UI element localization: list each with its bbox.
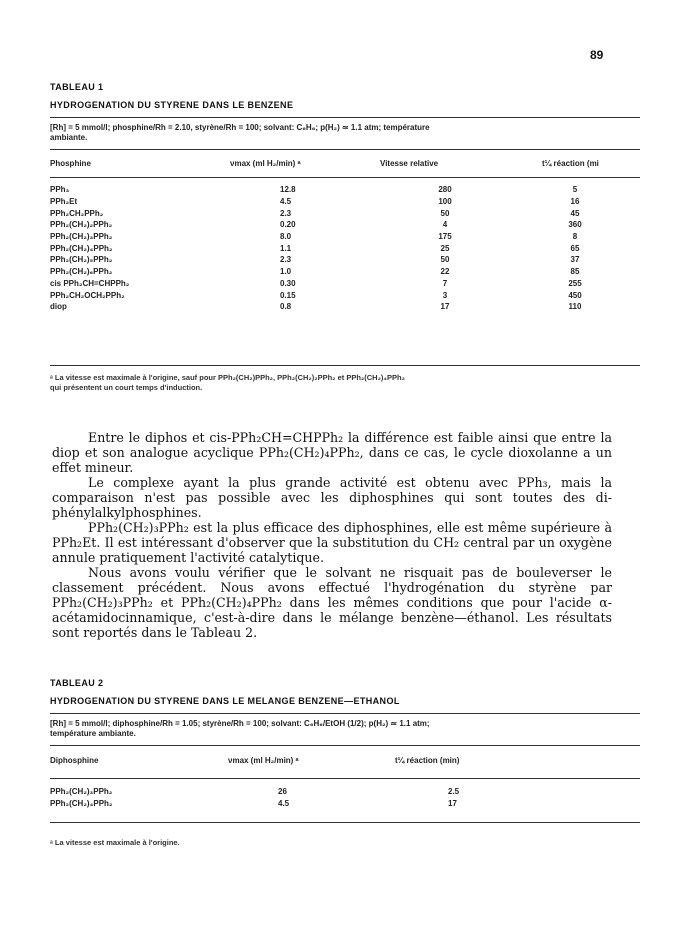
- table-cell: PPh₂(CH₂)₃PPh₂: [50, 232, 113, 242]
- table-cell: PPh₂CH₂OCH₂PPh₂: [50, 290, 125, 300]
- table2-conditions-line1: [Rh] = 5 mmol/l; diphosphine/Rh = 1.05; styrène/Rh = 100; solvant: C₆H₆/EtOH (1/2); p(H₂) ≃ 1.1 atm;: [50, 719, 430, 728]
- table-cell: 8: [572, 232, 578, 242]
- table-row: [50, 231, 640, 243]
- table-row: [50, 798, 640, 810]
- table-cell: 0.20: [280, 220, 296, 230]
- table-cell: 12.8: [280, 185, 296, 195]
- table2-header-diphosphine: Diphosphine: [50, 756, 99, 765]
- table-cell: 45: [570, 208, 580, 218]
- table-row: [50, 301, 640, 313]
- table-cell: 1.1: [280, 243, 292, 253]
- table1-header-vmax: νmax (ml H₂/min) ᵃ: [230, 159, 301, 168]
- table-cell: 50: [440, 255, 450, 265]
- table2-bottom-rule: [50, 822, 640, 823]
- table-cell: 26: [278, 787, 287, 797]
- table2-conditions-line2: température ambiante.: [50, 729, 136, 738]
- table-cell: 17: [448, 799, 457, 809]
- table-cell: PPh₂(CH₂)₄PPh₂: [50, 799, 113, 809]
- table-cell: PPh₃: [50, 185, 70, 195]
- table-cell: PPh₂(CH₂)₄PPh₂: [50, 243, 113, 253]
- table1-footnote-line2: qui présentent un court temps d'induction.: [50, 383, 203, 392]
- table1-conditions-line2: ambiante.: [50, 133, 88, 142]
- table-row: [50, 184, 640, 196]
- table-cell: 280: [438, 185, 452, 195]
- table-cell: 2.3: [280, 208, 292, 218]
- table1-bottom-rule: [50, 365, 640, 366]
- table1-conditions-rule: [50, 149, 640, 150]
- table-row: [50, 289, 640, 301]
- table2-header-t14: t¼ réaction (min): [395, 756, 460, 765]
- table-cell: 4.5: [278, 799, 290, 809]
- paragraph: Nous avons voulu vérifier que le solvant ne risquait pas de bouleverser le classement précédent. Nous avons effectué l'hydrogénation du styrène par PPh₂(CH₂)₃PPh₂ et PPh₂(CH₂)₄PPh₂ dans les mêmes conditions que pour l'acide α-acétamidocinnamique, c'est-à-dire dans le mélange benzène—éthanol. Les résultats sont reportés dans le Tableau 2.: [52, 565, 612, 640]
- table-cell: 360: [568, 220, 582, 230]
- table-cell: PPh₂(CH₂)₆PPh₂: [50, 267, 113, 277]
- table1: [50, 184, 640, 313]
- table-cell: PPh₂Et: [50, 197, 78, 207]
- table-cell: 3: [442, 290, 448, 300]
- table-cell: 100: [438, 197, 452, 207]
- table-cell: 2.5: [448, 787, 460, 797]
- table-cell: 175: [438, 232, 452, 242]
- table2-conditions: [50, 719, 635, 739]
- body-text: [52, 430, 612, 640]
- paragraph: Entre le diphos et cis-PPh₂CH=CHPPh₂ la différence est faible ainsi que entre la diop et son analogue acyclique PPh₂(CH₂)₄PPh₂, dans ce cas, le cycle dioxolanne a un effet mineur.: [52, 430, 612, 475]
- table-cell: 8.0: [280, 232, 292, 242]
- table1-conditions: [50, 123, 635, 143]
- table2-title: HYDROGENATION DU STYRENE DANS LE MELANGE BENZENE—ETHANOL: [50, 696, 400, 706]
- table1-header-t14: t¼ réaction (mi: [542, 159, 599, 168]
- table2-top-rule: [50, 713, 640, 714]
- table-row: [50, 266, 640, 278]
- table-cell: 25: [440, 243, 450, 253]
- table-cell: 16: [570, 197, 580, 207]
- table-row: [50, 254, 640, 266]
- table-cell: PPh₂CH₂PPh₂: [50, 208, 104, 218]
- table-cell: PPh₂(CH₂)₅PPh₂: [50, 255, 113, 265]
- table-cell: 2.3: [280, 255, 292, 265]
- table-cell: 5: [572, 185, 578, 195]
- table-cell: 1.0: [280, 267, 292, 277]
- table1-top-rule: [50, 117, 640, 118]
- table2-footnote: ᵃ La vitesse est maximale à l'origine.: [50, 838, 180, 847]
- table-cell: 37: [570, 255, 580, 265]
- table-cell: 7: [442, 278, 448, 288]
- table-cell: 50: [440, 208, 450, 218]
- table-row: [50, 207, 640, 219]
- paragraph: Le complexe ayant la plus grande activité est obtenu avec PPh₃, mais la comparaison n'est pas possible avec les diphosphines qui sont toutes des di-phénylalkylphosphines.: [52, 475, 612, 520]
- table1-footnote: [50, 373, 640, 393]
- table-row: [50, 219, 640, 231]
- table-cell: PPh₂(CH₂)₂PPh₂: [50, 220, 113, 230]
- table1-conditions-line1: [Rh] = 5 mmol/l; phosphine/Rh = 2.10, styrène/Rh = 100; solvant: C₆H₆; p(H₂) ≃ 1.1 atm; température: [50, 123, 430, 132]
- table-row: [50, 278, 640, 290]
- table-cell: diop: [50, 302, 67, 312]
- table-cell: 450: [568, 290, 582, 300]
- table-cell: 22: [440, 267, 450, 277]
- table1-header-rule: [50, 177, 640, 178]
- table-cell: 0.30: [280, 278, 296, 288]
- table2-header-rule: [50, 778, 640, 779]
- table-row: [50, 196, 640, 208]
- table-cell: 4.5: [280, 197, 292, 207]
- table-cell: 4: [442, 220, 448, 230]
- table2-header-vmax: νmax (ml H₂/min) ᵃ: [228, 756, 299, 765]
- table-cell: cis PPh₂CH=CHPPh₂: [50, 278, 130, 288]
- table-row: [50, 242, 640, 254]
- table-row: [50, 786, 640, 798]
- paragraph: PPh₂(CH₂)₃PPh₂ est la plus efficace des diphosphines, elle est même supérieure à PPh₂Et. Il est intéressant d'observer que la substitution du CH₂ central par un oxygène annule pratiquement l'activité catalytique.: [52, 520, 612, 565]
- table2-label: TABLEAU 2: [50, 678, 104, 688]
- table1-title: HYDROGENATION DU STYRENE DANS LE BENZENE: [50, 100, 294, 110]
- table-cell: 0.8: [280, 302, 292, 312]
- table2: [50, 786, 640, 809]
- table-cell: 255: [568, 278, 582, 288]
- table1-footnote-line1: ᵃ La vitesse est maximale à l'origine, sauf pour PPh₂(CH₂)PPh₂, PPh₂(CH₂)₂PPh₂ et PPh₂(CH₂)₄PPh₂: [50, 373, 405, 382]
- table-cell: 85: [570, 267, 580, 277]
- table1-header-vitesse: Vitesse relative: [380, 159, 439, 168]
- table-cell: 0.15: [280, 290, 296, 300]
- table-cell: 110: [568, 302, 582, 312]
- table-cell: PPh₂(CH₂)₃PPh₂: [50, 787, 113, 797]
- table-cell: 17: [440, 302, 450, 312]
- table1-label: TABLEAU 1: [50, 82, 104, 92]
- table-cell: 65: [570, 243, 580, 253]
- table1-header-phosphine: Phosphine: [50, 159, 91, 168]
- table2-conditions-rule: [50, 745, 640, 746]
- page-number: 89: [590, 48, 604, 62]
